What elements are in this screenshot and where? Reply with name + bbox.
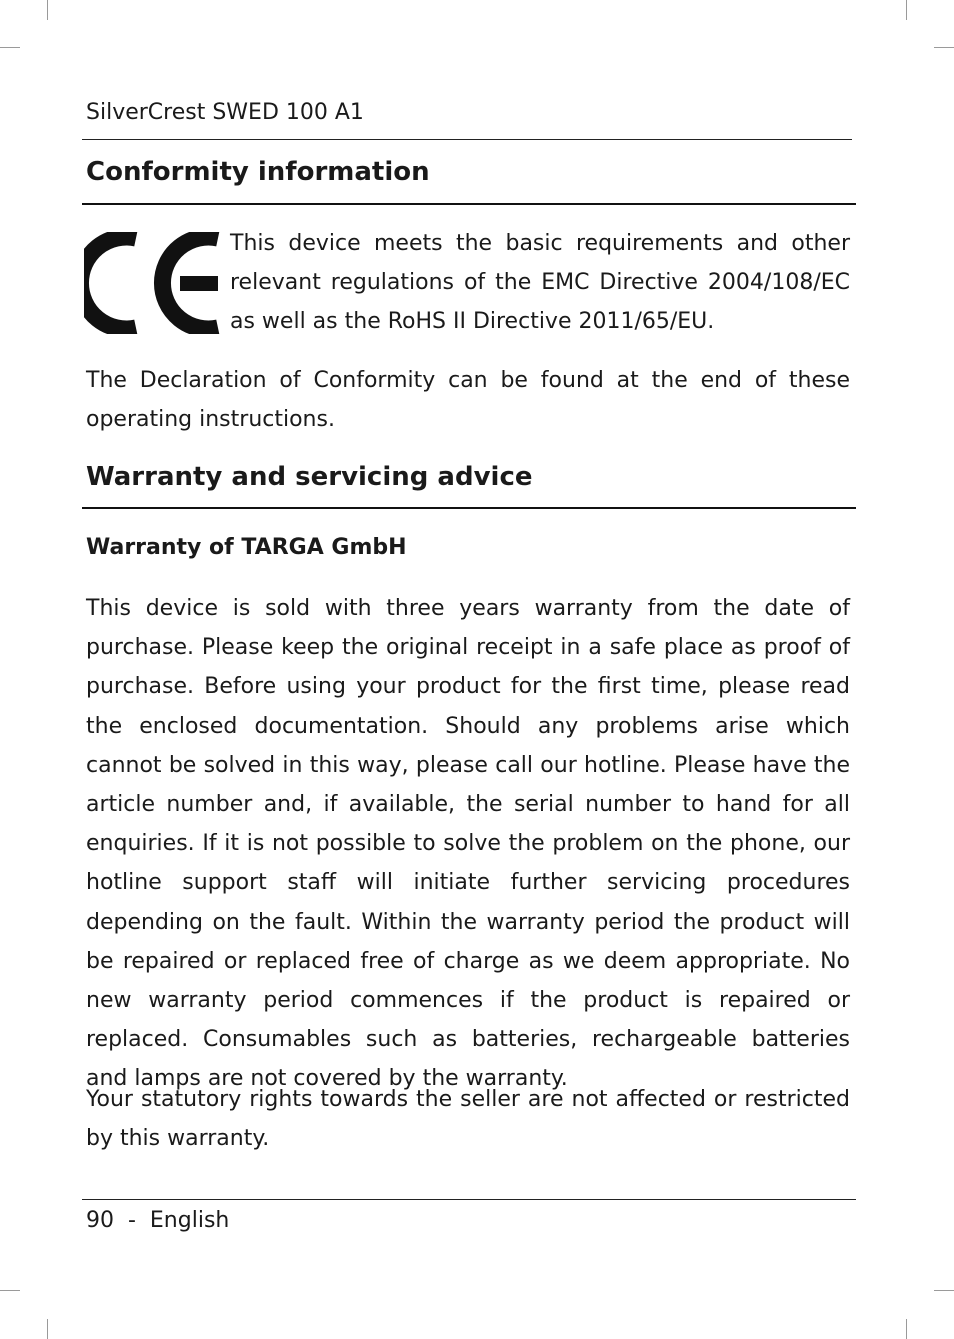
warranty-paragraph: This device is sold with three years warranty from the date of purchase. Please keep the original receipt in a safe place as proof of purchase. Before using your product for the first time, please read the enclosed documentation. Should any problems arise which cannot be solved in this way, please call our hotline. Please have the article number and, if available, the serial number to hand for all enquiries. If it is not possible to solve the problem on the phone, our hotline support staff will initiate further servicing procedures depending on the fault. Within the warranty period the product will be repaired or replaced free of charge as we deem appropriate. No new warranty period commences if the product is repaired or replaced. Consumables such as batteries, rechargeable batteries and lamps are not covered by the warranty. — [86, 596, 850, 1092]
section-heading-warranty: Warranty and servicing advice — [86, 462, 533, 492]
crop-mark — [0, 1290, 20, 1291]
crop-mark — [906, 0, 907, 20]
crop-mark — [934, 47, 954, 48]
footer-divider — [82, 1199, 856, 1200]
crop-mark — [47, 0, 48, 20]
page-header-title: SilverCrest SWED 100 A1 — [86, 100, 364, 125]
crop-mark — [906, 1319, 907, 1339]
declaration-text: The Declaration of Conformity can be found at the end of these operating instructions. — [86, 368, 850, 433]
crop-mark — [0, 47, 20, 48]
subheading-warranty-targa: Warranty of TARGA GmbH — [86, 535, 407, 560]
header-divider — [82, 139, 852, 140]
crop-mark — [47, 1319, 48, 1339]
section-divider — [82, 203, 856, 205]
ce-mark-icon — [84, 232, 222, 334]
section-heading-conformity: Conformity information — [86, 157, 430, 187]
section-divider — [82, 507, 856, 509]
ce-conformity-text: This device meets the basic requirements and other relevant regulations of the EMC Directive 2004/108/EC as well as the RoHS II Directive 2011/65/EU. — [230, 231, 850, 335]
crop-mark — [934, 1290, 954, 1291]
statutory-rights-paragraph: Your statutory rights towards the seller are not affected or restricted by this warranty. — [86, 1087, 850, 1152]
page-footer: 90 - English — [86, 1208, 230, 1233]
